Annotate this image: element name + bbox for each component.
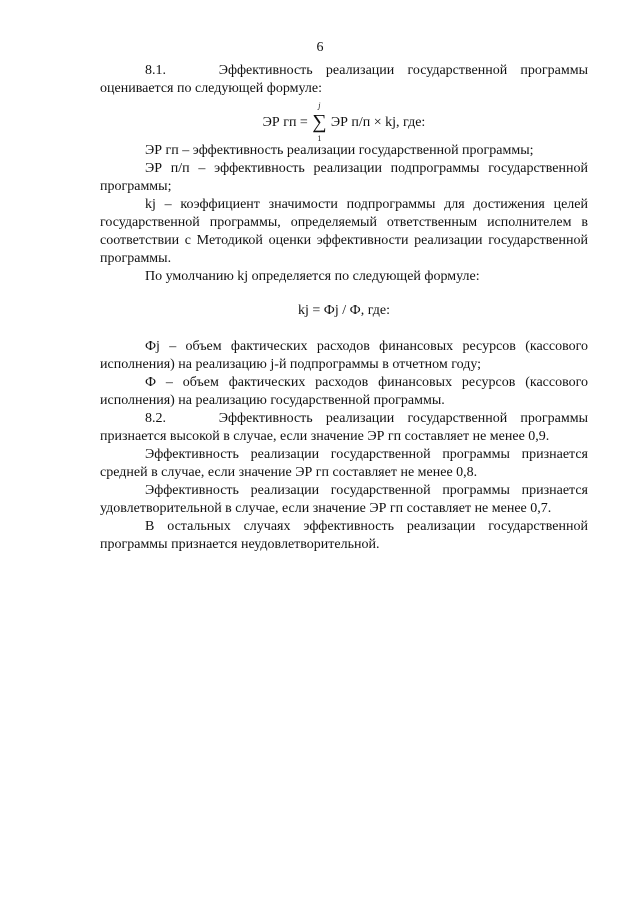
formula-right: ЭР п/п × kj, где: <box>327 115 426 131</box>
definition-f: Ф – объем фактических расходов финансовых ресурсов (кассового исполнения) на реализацию государственной программы. <box>100 375 588 408</box>
sum-upper-limit: j <box>318 101 321 110</box>
formula-er-gp <box>100 101 588 143</box>
sum-lower-limit: 1 <box>317 134 322 143</box>
sum-symbol: j ∑ 1 <box>312 101 327 143</box>
default-intro: По умолчанию kj определяется по следующей формуле: <box>145 269 480 284</box>
page-number: 6 <box>316 40 324 55</box>
document-body <box>100 62 588 554</box>
paragraph-medium: Эффективность реализации государственной программы признается средней в случае, если значение ЭР гп составляет не менее 0,8. <box>100 447 588 480</box>
definition-fj: Фj – объем фактических расходов финансовых ресурсов (кассового исполнения) на реализацию j-й подпрограммы в отчетном году; <box>100 339 588 372</box>
definition-er-gp: ЭР гп – эффективность реализации государственной программы; <box>145 143 534 158</box>
definition-kj: kj – коэффициент значимости подпрограммы для достижения целей государственной программы, определяемый ответственным исполнителем в соответствии с Методикой оценки эффективности реализации государственной программы. <box>100 197 588 266</box>
paragraph-8-2: 8.2. Эффективность реализации государственной программы признается высокой в случае, если значение ЭР гп составляет не менее 0,9. <box>100 411 588 444</box>
paragraph-satisfactory: Эффективность реализации государственной программы признается удовлетворительной в случае, если значение ЭР гп составляет не менее 0,7. <box>100 483 588 516</box>
paragraph-8-1: 8.1. Эффективность реализации государственной программы оценивается по следующей формуле: <box>100 63 588 96</box>
definition-er-pp: ЭР п/п – эффективность реализации подпрограммы государственной программы; <box>100 161 588 194</box>
paragraph-unsatisfactory: В остальных случаях эффективность реализации государственной программы признается неудовлетворительной. <box>100 519 588 552</box>
formula-kj: kj = Фj / Ф, где: <box>298 303 390 318</box>
formula-left: ЭР гп = <box>262 115 312 131</box>
